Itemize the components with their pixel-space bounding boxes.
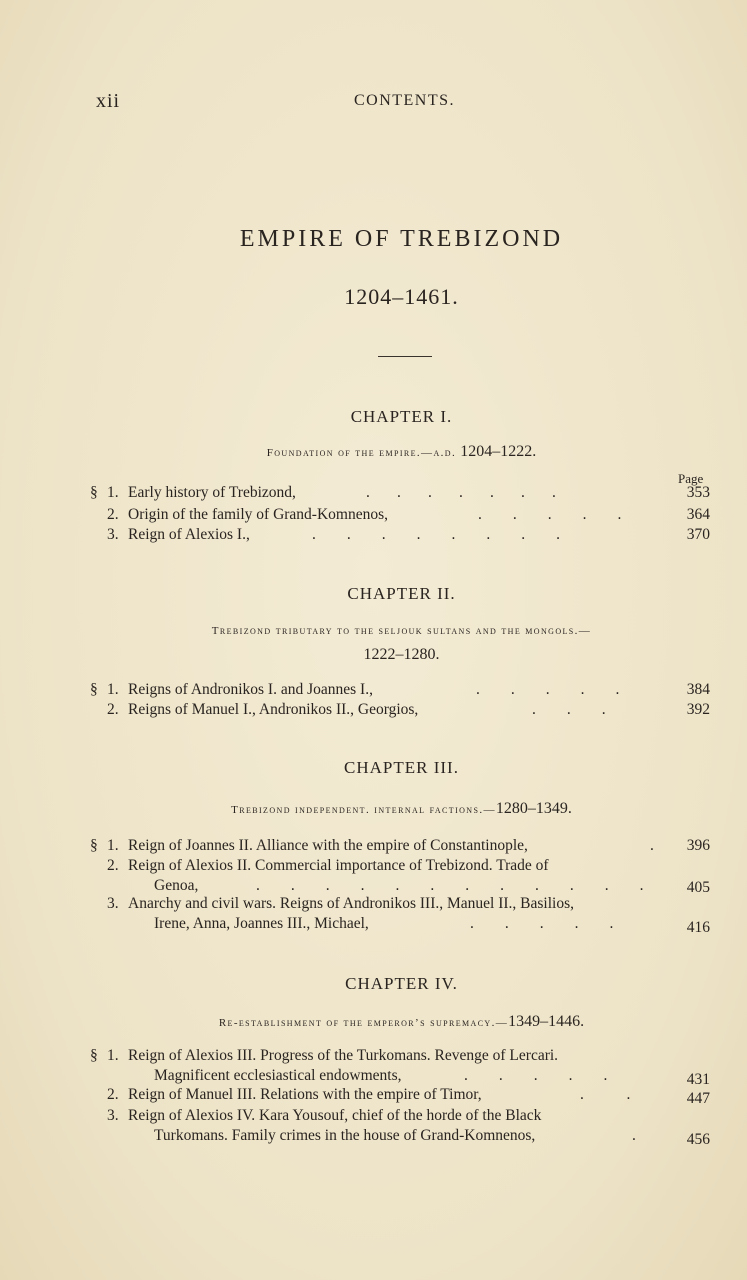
chapter-4-subtitle [0,1013,747,1031]
entry-number: 3. [107,895,119,912]
section-title: EMPIRE OF TREBIZOND [239,226,564,252]
folio-number: xii [96,90,121,112]
toc-entry [90,1046,710,1090]
entry-title: Reign of Alexios II. Commercial importance of Trebizond. Trade of [128,857,549,874]
section-sign: § [90,484,98,501]
running-title: CONTENTS. [353,92,456,109]
entry-number: 1. [107,1047,119,1064]
entry-page: 416 [686,919,710,936]
leader-dots: . . . . . . . [366,484,556,501]
chapter-2-heading: CHAPTER II. [347,584,456,603]
entry-number: 2. [107,857,119,874]
entry-page: 353 [686,484,710,501]
entry-title: Reign of Alexios IV. Kara Yousouf, chief of the horde of the Black [128,1107,542,1124]
entry-number: 2. [107,1086,119,1103]
leader-dots: . [632,1127,636,1144]
entry-title: Origin of the family of Grand-Komnenos, [128,506,388,523]
section-sign: § [90,681,98,698]
entry-title-continued: Genoa, [154,877,199,894]
leader-dots: . . . . . [478,506,622,523]
chapter-3-heading: CHAPTER III. [344,758,459,777]
toc-entry [90,1106,710,1150]
entry-number: 2. [107,506,119,523]
page-column-label: Page [678,471,704,486]
chapter-1-subtitle-text: Foundation of the empire.—a.d. [266,447,457,459]
entry-page: 384 [686,681,710,698]
entry-page: 392 [686,701,710,718]
leader-dots: . . . . . . . . . . . . [256,877,644,894]
leader-dots: . [650,837,654,854]
entry-page: 370 [686,526,710,543]
chapter-4-subtitle-text: Re-establishment of the emperor’s supremacy.— [218,1017,509,1029]
leader-dots: . . . . . . . . [312,526,560,543]
section-sign: § [90,1047,98,1064]
section-sign: § [90,837,98,854]
leader-dots: . . . . . [464,1067,608,1084]
entry-title: Reign of Alexios I., [128,526,250,543]
entry-number: 1. [107,681,119,698]
entry-number: 3. [107,526,119,543]
entry-title: Reigns of Andronikos I. and Joannes I., [128,681,373,698]
entry-page: 396 [686,837,710,854]
toc-entry [90,894,710,938]
leader-dots: . . . . . [476,681,620,698]
entry-page: 456 [686,1131,710,1148]
entry-title: Reign of Joannes II. Alliance with the empire of Constantinople, [128,837,528,854]
chapter-1-subtitle [0,443,747,461]
entry-title-continued: Irene, Anna, Joannes III., Michael, [154,915,369,932]
entry-title-continued: Magnificent ecclesiastical endowments, [154,1067,402,1084]
entry-title: Reign of Alexios III. Progress of the Turkomans. Revenge of Lercari. [128,1047,559,1064]
chapter-4-date: 1349–1446. [508,1013,585,1030]
chapter-2-date: 1222–1280. [363,646,440,663]
entry-page: 364 [686,506,710,523]
chapter-1-heading: CHAPTER I. [350,407,453,426]
entry-page: 447 [686,1090,710,1107]
chapter-3-date: 1280–1349. [495,800,572,817]
entry-title: Reign of Manuel III. Relations with the empire of Timor, [128,1086,482,1103]
chapter-4-heading: CHAPTER IV. [345,974,458,993]
entry-title: Early history of Trebizond, [128,484,296,501]
chapter-1-date: 1204–1222. [460,443,537,460]
section-years: 1204–1461. [344,284,459,309]
chapter-3-subtitle-text: Trebizond independent. internal factions.— [231,804,496,816]
entry-number: 3. [107,1107,119,1124]
leader-dots: . . . [532,701,606,718]
leader-dots: . . [580,1086,631,1103]
divider-rule [378,356,432,357]
entry-page: 405 [686,879,710,896]
leader-dots: . . . . . [470,915,614,932]
entry-title: Reigns of Manuel I., Andronikos II., Georgios, [128,701,419,718]
entry-title: Anarchy and civil wars. Reigns of Andronikos III., Manuel II., Basilios, [128,895,574,912]
entry-page: 431 [686,1071,710,1088]
entry-number: 2. [107,701,119,718]
chapter-3-subtitle [0,800,747,818]
entry-title-continued: Turkomans. Family crimes in the house of Grand-Komnenos, [154,1127,536,1144]
entry-number: 1. [107,484,119,501]
entry-number: 1. [107,837,119,854]
chapter-2-subtitle: Trebizond tributary to the seljouk sultans and the mongols.— [211,625,592,637]
